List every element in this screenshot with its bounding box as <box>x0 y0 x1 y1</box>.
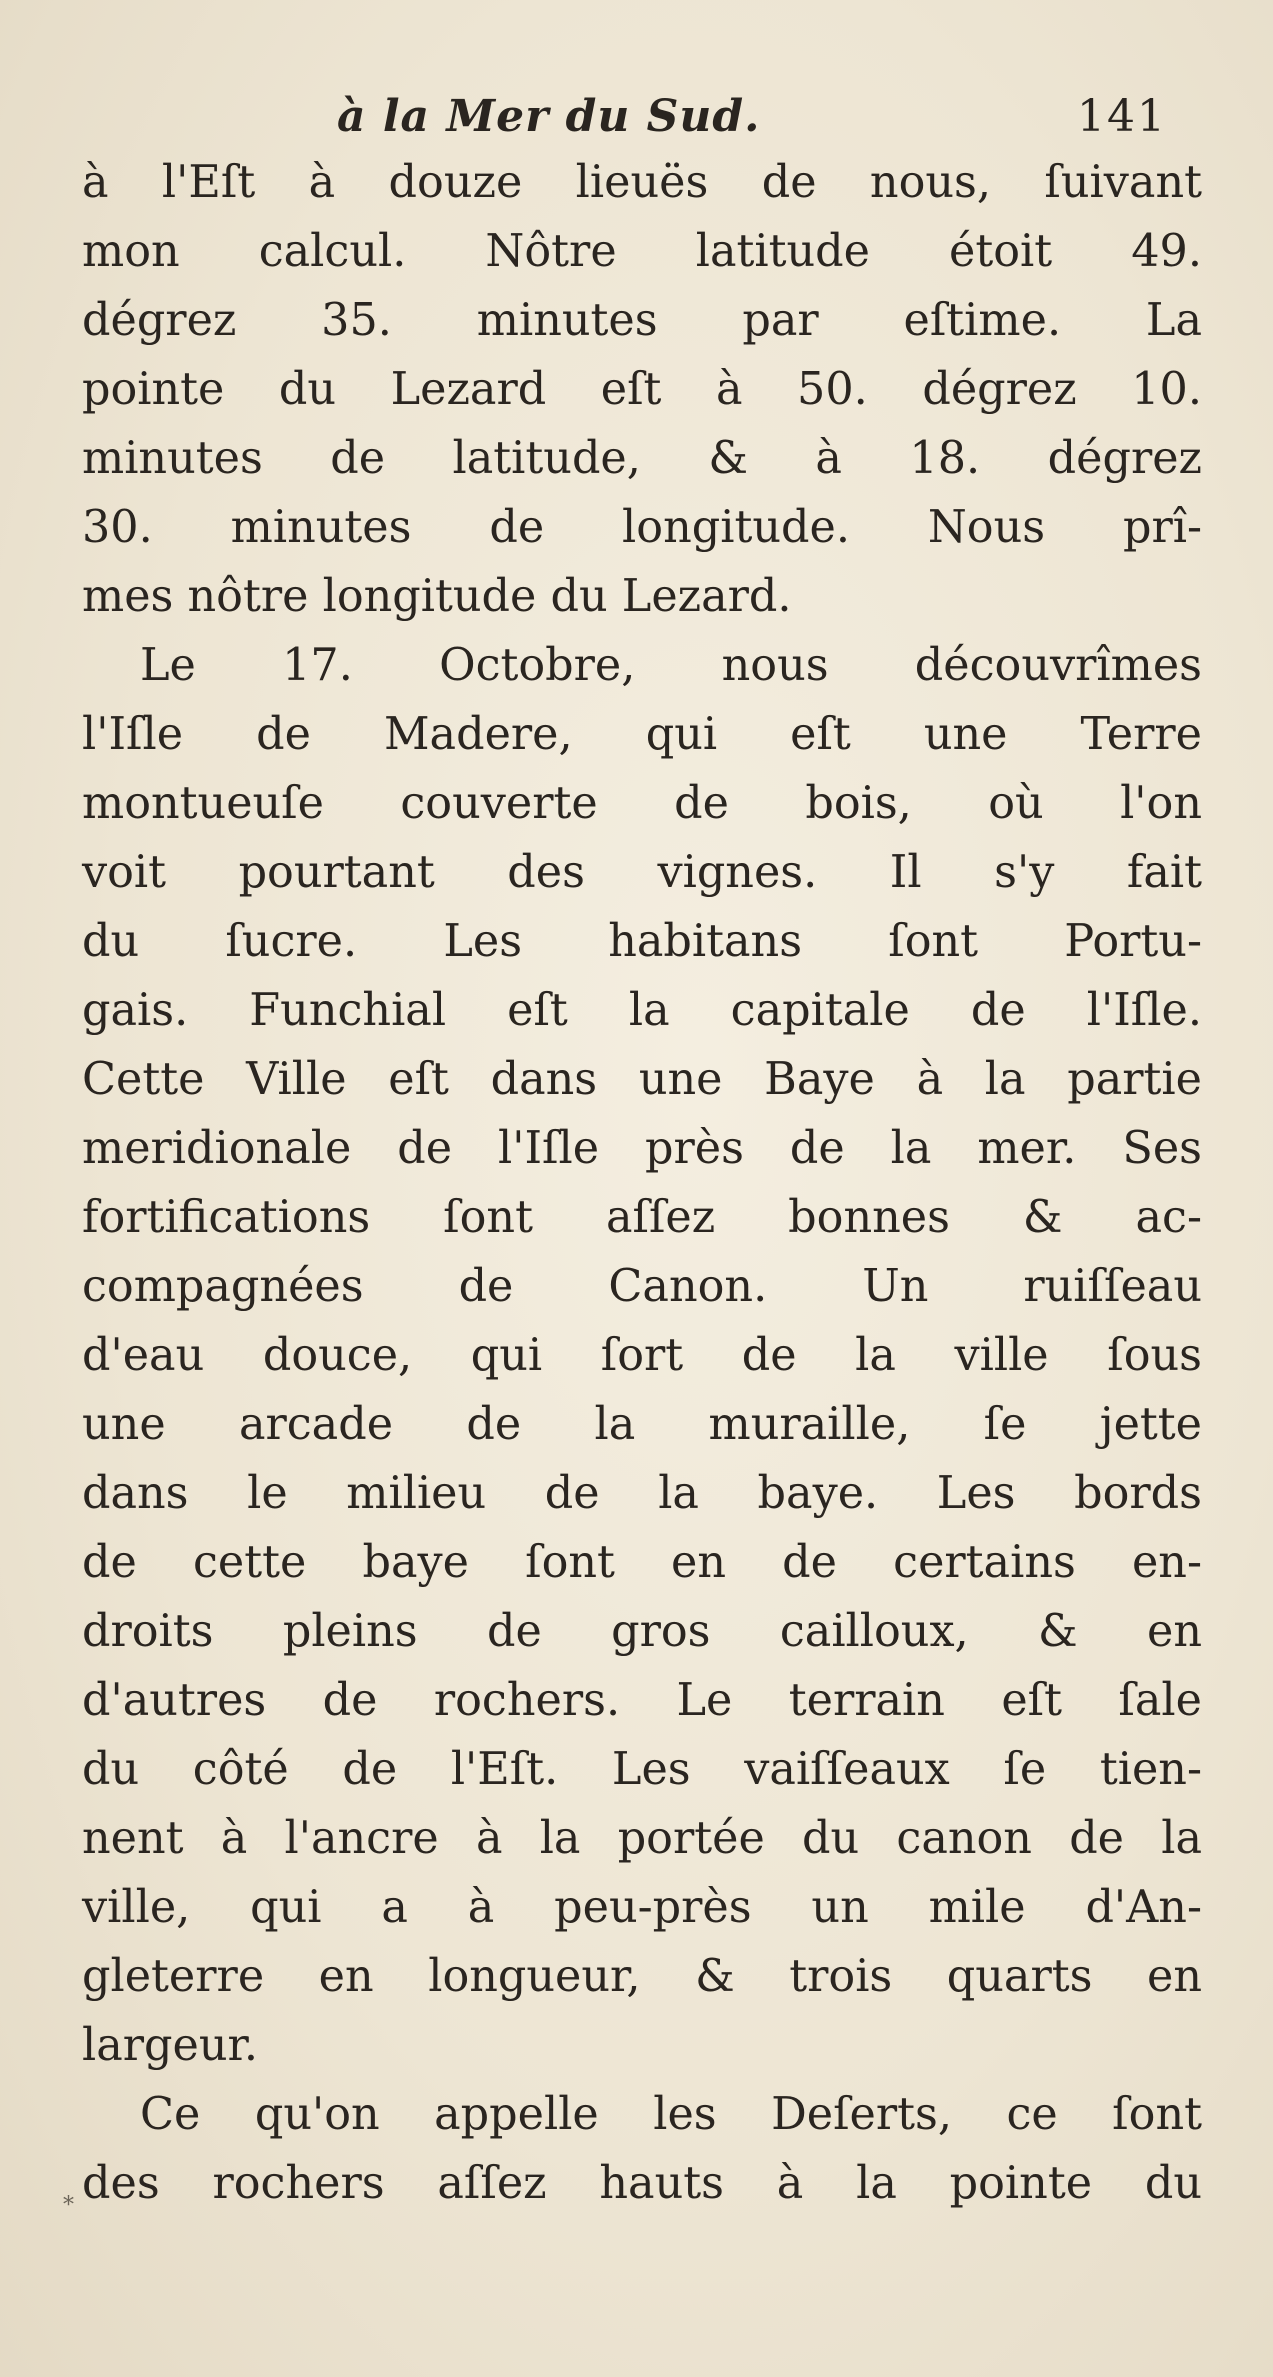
text-line-12: du ſucre. Les habitans ſont Portu- <box>82 916 1202 967</box>
text-line-6: 30. minutes de longitude. Nous prî- <box>82 502 1202 553</box>
text-line-7: mes nôtre longitude du Lezard. <box>82 571 792 622</box>
text-line-11: voit pourtant des vignes. Il s'y fait <box>82 847 1202 898</box>
page-number: 141 <box>1077 91 1167 142</box>
text-line-23: d'autres de rochers. Le terrain eſt ſale <box>82 1675 1202 1726</box>
text-line-5: minutes de latitude, & à 18. dégrez <box>82 433 1202 484</box>
text-line-14: Cette Ville eſt dans une Baye à la partie <box>82 1054 1202 1105</box>
text-line-9: l'Iſle de Madere, qui eſt une Terre <box>82 709 1202 760</box>
text-line-20: dans le milieu de la baye. Les bords <box>82 1468 1202 1519</box>
text-line-22: droits pleins de gros cailloux, & en <box>82 1606 1202 1657</box>
text-line-10: montueuſe couverte de bois, où l'on <box>82 778 1202 829</box>
text-line-16: fortifications ſont aſſez bonnes & ac- <box>82 1192 1202 1243</box>
text-line-26: ville, qui a à peu-près un mile d'An- <box>82 1882 1202 1933</box>
text-line-27: gleterre en longueur, & trois quarts en <box>82 1951 1202 2002</box>
text-line-30: des rochers aſſez hauts à la pointe du <box>82 2158 1202 2209</box>
text-line-1: à l'Eſt à douze lieuës de nous, ſuivant <box>82 157 1202 208</box>
text-line-29: Ce qu'on appelle les Deſerts, ce ſont <box>140 2089 1202 2140</box>
text-line-4: pointe du Lezard eſt à 50. dégrez 10. <box>82 364 1202 415</box>
text-line-17: compagnées de Canon. Un ruiſſeau <box>82 1261 1202 1312</box>
text-line-8: Le 17. Octobre, nous découvrîmes <box>140 640 1202 691</box>
running-head <box>82 86 1202 148</box>
text-line-25: nent à l'ancre à la portée du canon de la <box>82 1813 1202 1864</box>
text-line-13: gais. Funchial eſt la capitale de l'Iſle. <box>82 985 1202 1036</box>
text-line-3: dégrez 35. minutes par eſtime. La <box>82 295 1202 346</box>
text-block <box>82 86 1202 2218</box>
text-line-24: du côté de l'Eſt. Les vaiſſeaux ſe tien- <box>82 1744 1202 1795</box>
text-line-21: de cette baye ſont en de certains en- <box>82 1537 1202 1588</box>
running-title: à la Mer du Sud. <box>337 91 761 142</box>
text-line-18: d'eau douce, qui ſort de la ville ſous <box>82 1330 1202 1381</box>
text-line-28: largeur. <box>82 2020 259 2071</box>
text-line-19: une arcade de la muraille, ſe jette <box>82 1399 1202 1450</box>
footer-mark: * <box>63 2193 74 2218</box>
text-line-2: mon calcul. Nôtre latitude étoit 49. <box>82 226 1202 277</box>
text-line-15: meridionale de l'Iſle près de la mer. Ses <box>82 1123 1202 1174</box>
